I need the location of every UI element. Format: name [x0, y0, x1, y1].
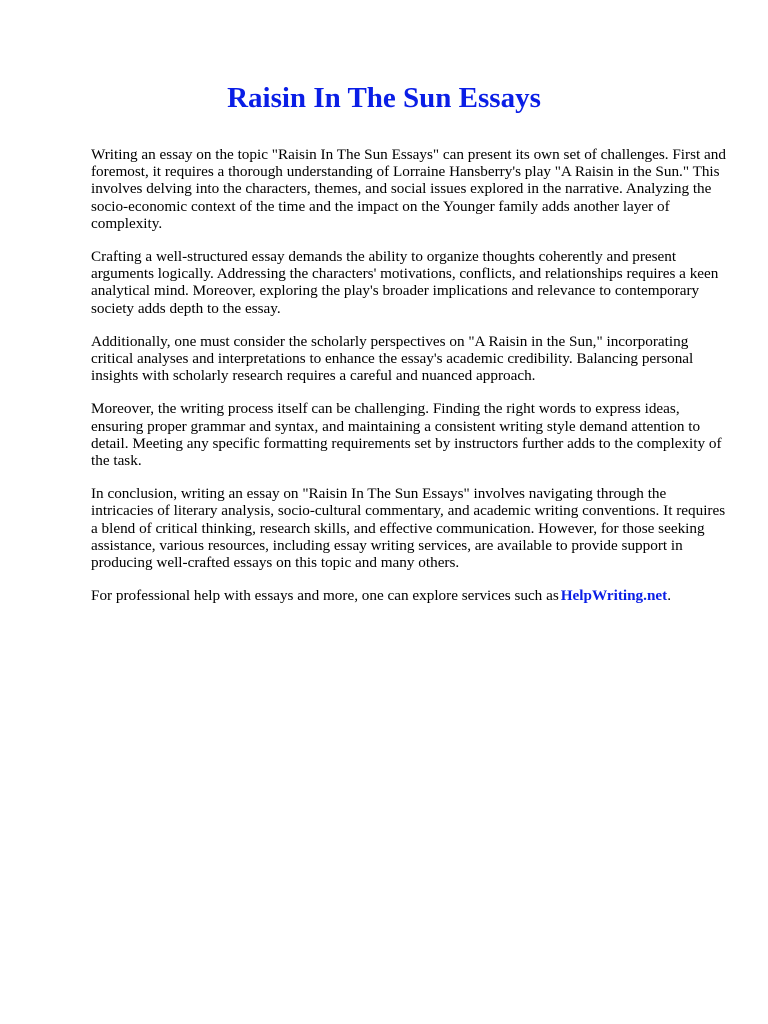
closing-period: .	[667, 587, 671, 605]
paragraph-3: Additionally, one must consider the scholarly perspectives on "A Raisin in the Sun," incorporating critical analyses and interpretations to enhance the essay's academic credibility. Balancing personal insights with scholarly research requires a careful and nuanced approach.	[91, 332, 694, 385]
paragraph-4: Moreover, the writing process itself can be challenging. Finding the right words to express ideas, ensuring proper grammar and syntax, and maintaining a consistent writing style demand attention to detail. Meeting any specific formatting requirements set by instructors further adds to the complexity of the task.	[91, 400, 722, 470]
document-title: Raisin In The Sun Essays	[227, 82, 541, 114]
closing-text: For professional help with essays and more, one can explore services such as	[91, 587, 559, 605]
helpwriting-link[interactable]: HelpWriting.net	[560, 587, 668, 605]
paragraph-2: Crafting a well-structured essay demands the ability to organize thoughts coherently and present arguments logically. Addressing the characters' motivations, conflicts, and relationships requires a keen analytical mind. Moreover, exploring the play's broader implications and relevance to contemporary society adds depth to the essay.	[91, 248, 719, 317]
document-body	[91, 146, 731, 620]
paragraph-5: In conclusion, writing an essay on "Raisin In The Sun Essays" involves navigating through the intricacies of literary analysis, socio-cultural commentary, and academic writing conventions. It requires a blend of critical thinking, research skills, and effective communication. However, for those seeking assistance, various resources, including essay writing services, are available to provide support in producing well-crafted essays on this topic and many others.	[91, 485, 726, 572]
paragraph-1: Writing an essay on the topic "Raisin In The Sun Essays" can present its own set of challenges. First and foremost, it requires a thorough understanding of Lorraine Hansberry's play "A Raisin in the Sun." This involves delving into the characters, themes, and social issues explored in the narrative. Analyzing the socio-economic context of the time and the impact on the Younger family adds another layer of complexity.	[91, 146, 726, 232]
closing-paragraph	[91, 587, 731, 604]
